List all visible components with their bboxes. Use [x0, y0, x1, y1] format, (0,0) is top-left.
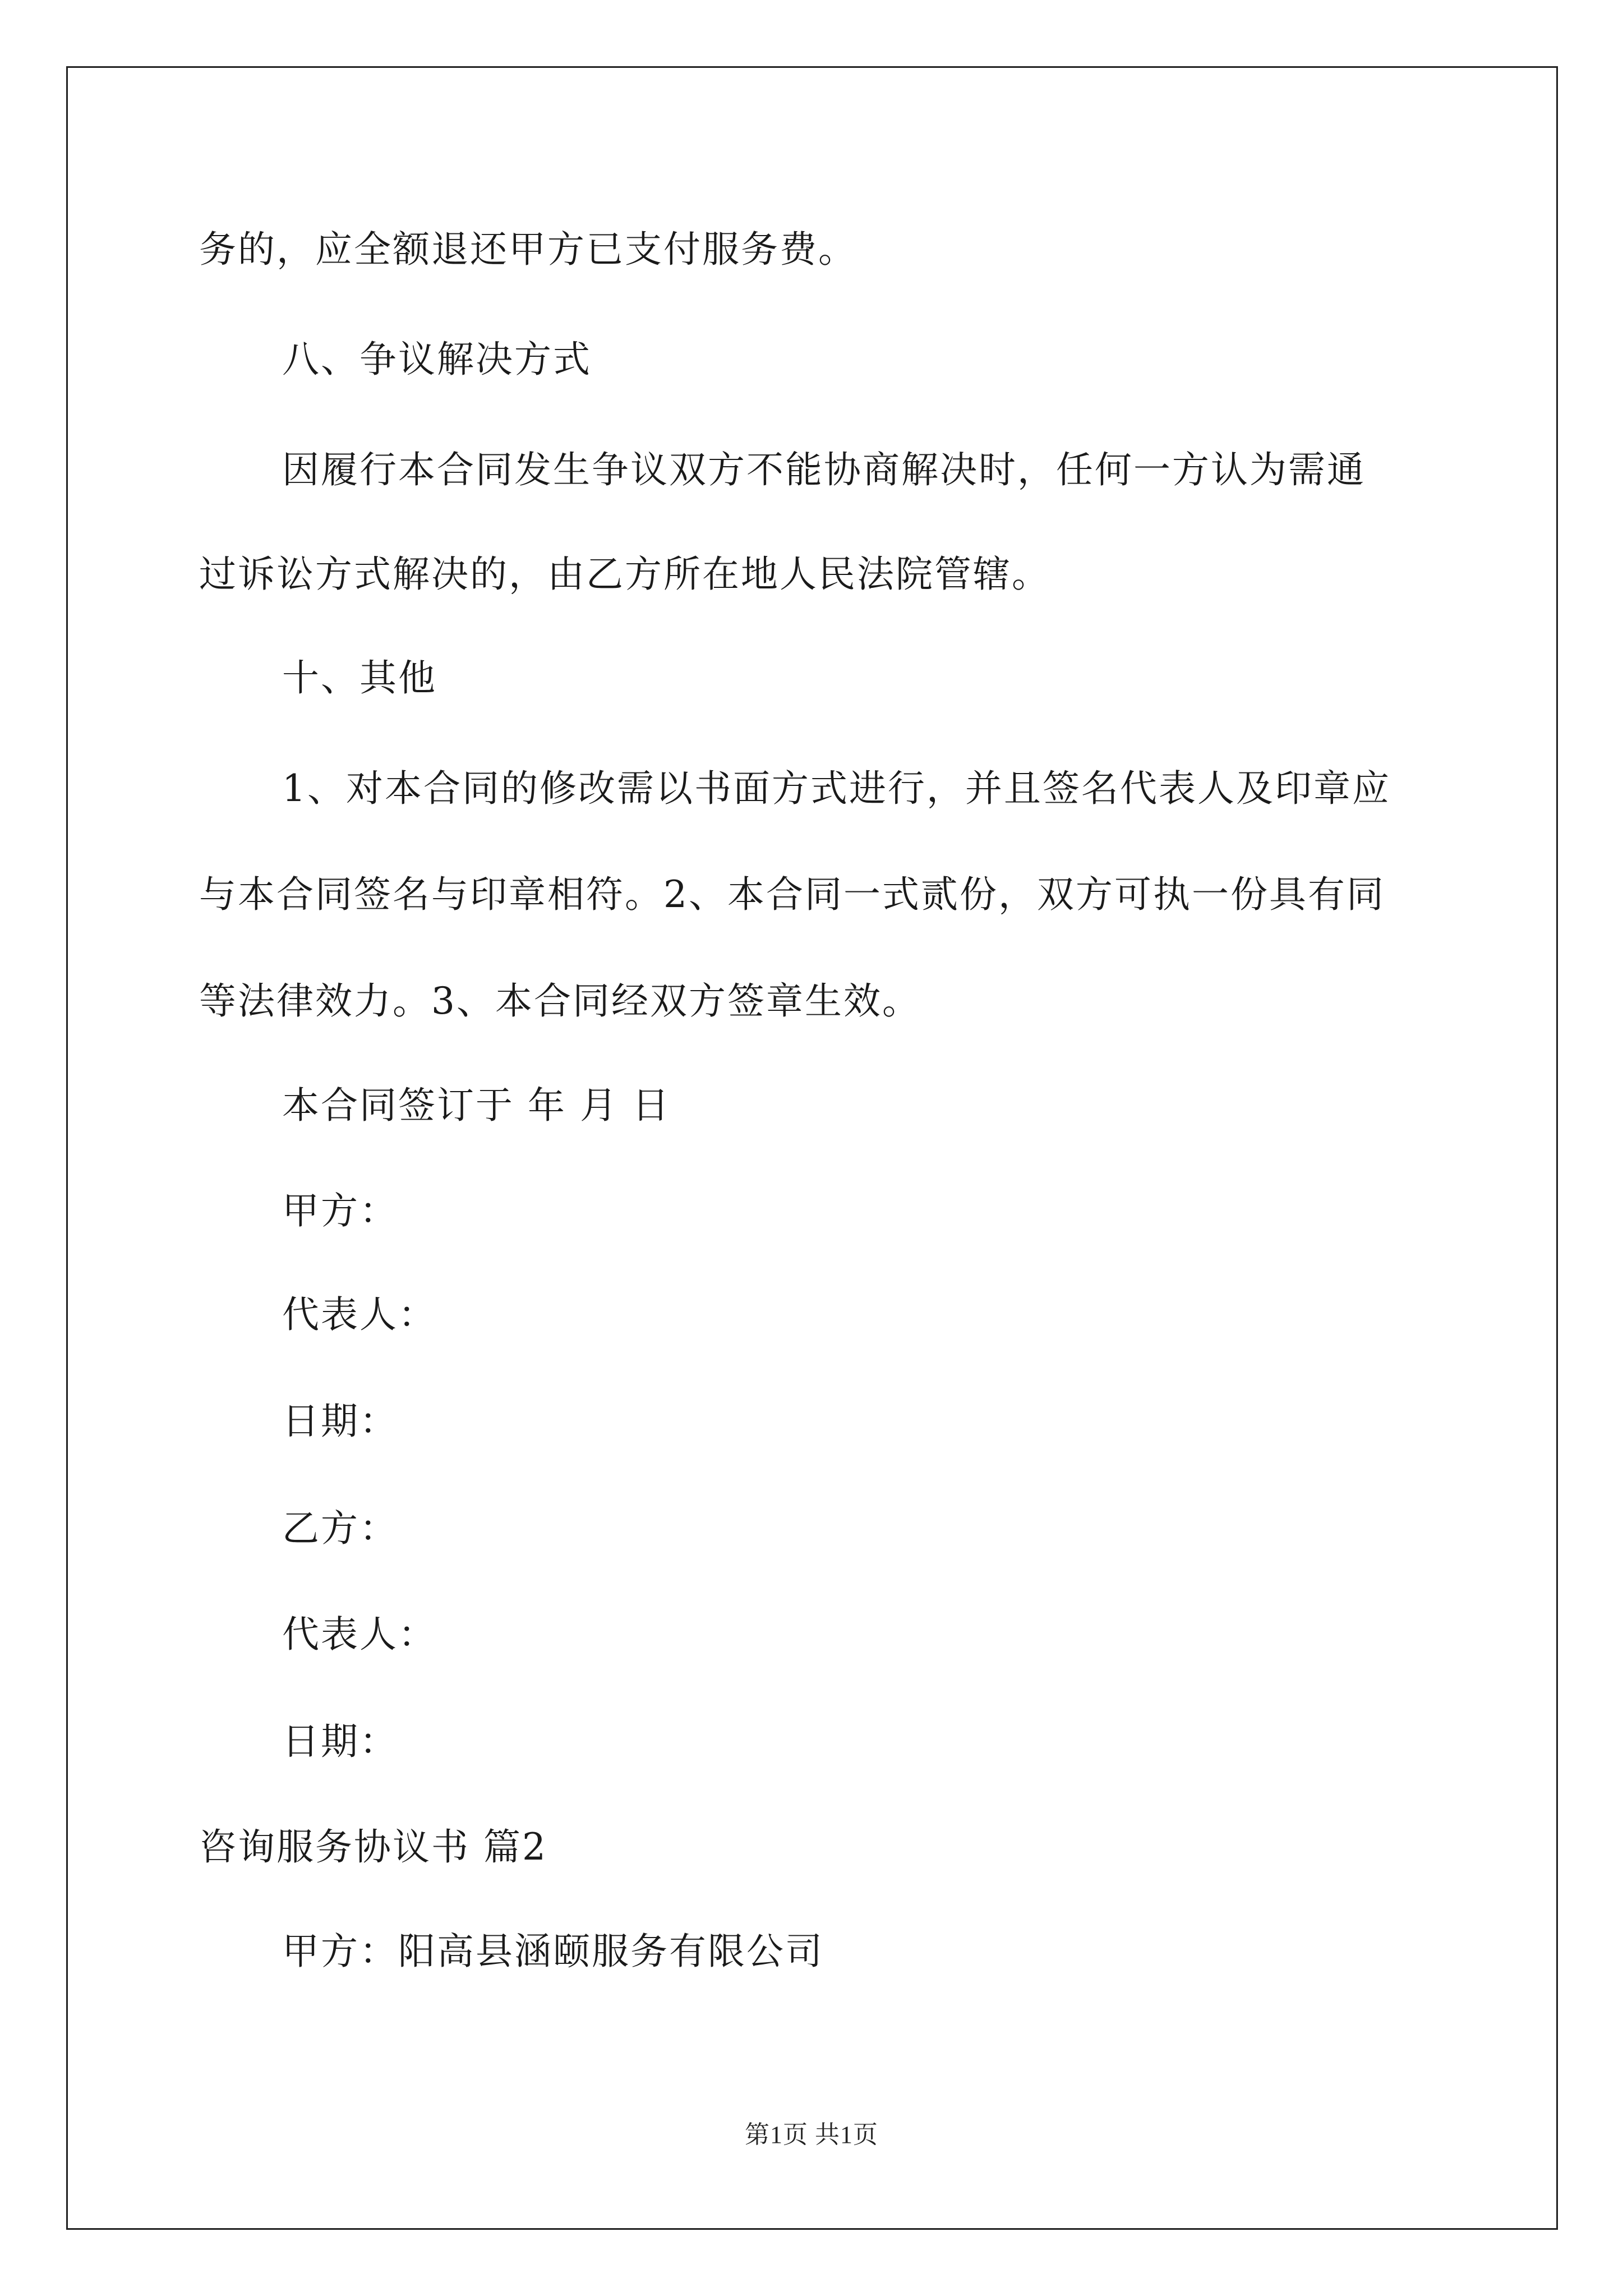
- party-a-label: 甲方：: [282, 1189, 398, 1232]
- text-line-dispute-1: 因履行本合同发生争议双方不能协商解决时，任何一方认为需通: [282, 448, 1366, 491]
- page-footer: 第1页 共1页: [745, 2121, 878, 2148]
- text-line-other-1: 1、对本合同的修改需以书面方式进行，并且签名代表人及印章应: [282, 767, 1391, 810]
- section-heading-other: 十、其他: [282, 656, 437, 700]
- party-a-date-label: 日期：: [282, 1400, 398, 1443]
- party-b-date-label: 日期：: [282, 1720, 398, 1763]
- party-a-company: 甲方：阳高县涵颐服务有限公司: [282, 1930, 824, 1973]
- page-border: [66, 66, 1558, 2230]
- party-a-representative-label: 代表人：: [282, 1293, 437, 1336]
- text-line-dispute-2: 过诉讼方式解决的，由乙方所在地人民法院管辖。: [199, 553, 1050, 596]
- text-line-refund: 务的，应全额退还甲方已支付服务费。: [199, 228, 857, 271]
- text-line-other-2: 与本合同签名与印章相符。2、本合同一式贰份，双方可执一份具有同: [199, 873, 1385, 916]
- party-b-representative-label: 代表人：: [282, 1613, 437, 1656]
- party-b-label: 乙方：: [282, 1507, 398, 1550]
- document-title-part2: 咨询服务协议书 篇2: [199, 1825, 547, 1869]
- text-line-other-3: 等法律效力。3、本合同经双方签章生效。: [199, 979, 921, 1023]
- section-heading-dispute: 八、争议解决方式: [282, 338, 592, 381]
- signing-date-line: 本合同签订于 年 月 日: [282, 1084, 671, 1127]
